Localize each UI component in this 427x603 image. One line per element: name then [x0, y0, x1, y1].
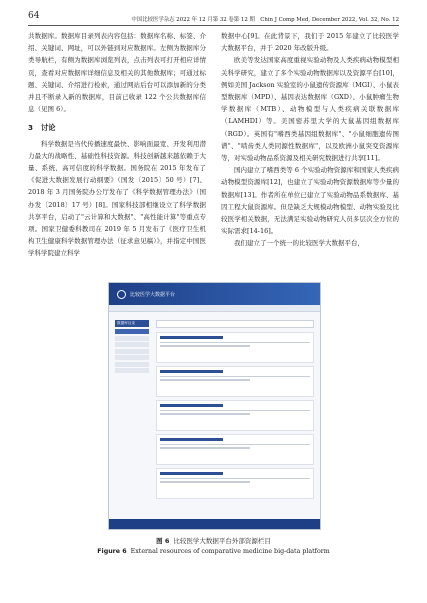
section-number: 3	[28, 123, 34, 133]
database-list	[156, 320, 314, 502]
sidebar-item	[115, 342, 149, 347]
list-item	[156, 468, 314, 499]
paragraph: 数据中心[9]。在此背景下，我们于 2015 年建立了比较医学大数据平台，并于 2020 年改版升级。	[221, 32, 399, 53]
sidebar-item	[115, 362, 149, 367]
left-column	[28, 30, 206, 260]
right-column	[221, 30, 399, 250]
logo-icon	[117, 290, 126, 299]
platform-banner	[109, 283, 320, 305]
list-item	[156, 332, 314, 363]
category-sidebar	[115, 320, 149, 502]
running-header	[28, 11, 399, 26]
figure-caption-en	[28, 548, 399, 555]
paragraph: 共数据库。数据库目录列表内容包括：数据库名称、标签、介绍、关键词、网址，可以外链到对应数据库。左侧为数据库分类导航栏，有侧为数据库浏览列表，点击列表可打开相应详情页，查看对应数据库详细信息及相关的其他数据库；可通过标题、关键词、介绍进行检索，通过网站后台可以添加新的分类并且不断录入新的数据库，目前已收录 122 个公共数据库信息（见图 6）。	[28, 32, 206, 114]
journal-citation: 中国比较医学杂志 2022 年 12 月第 32 卷第 12 期 Chin J Comp Med, December 2022, Vol. 32, No. 12	[131, 17, 399, 23]
paragraph: 科学数据是当代传播速度最快、影响面最宽、开发利用潜力最大的战略性、基础性科技资源。科技创新越来越依赖于大量、系统、高可信度的科学数据。国务院在 2015 年发布了《促进大数据发展行动纲要》（国发〔2015〕50 号）[7]、2018 年 3 月国务院办公厅发布了《科学数据管理办法》（国办发〔2018〕17 号）[8]。国家科技部相继设立了科学数据共享平台，启动了"云计算和大数据"、"高性能计算"等重点专项。国家卫健委科教司在 2019 年 5 月发布了《医疗卫生机构卫生健康科学数据管理办法（征求意见稿）》，并指定中国医学科学院建立科学	[28, 139, 206, 258]
paragraph: 我们建立了一个统一的比较医学大数据平台，	[234, 239, 364, 248]
list-item	[156, 434, 314, 465]
paragraph: 欧美等发达国家高度重视实验动物及人类疾病动物模型相关科学研究，建立了多个实验动物数据库以及资源平台[10]，例如美国 Jackson 实验室的小鼠遗传资源库（MGI）、小鼠表型数据库（MPD）、基因表达数据库（GXD）、小鼠肿瘤生物学数据库（MTB）、动物模型与人类疾病关联数据库（LAMHDI）等。美国密苏里大学的大鼠基因组数据库（RGD）。英国有"嗜西类基因组数据库"、"小鼠细胞遗传图谱"、"啮齿类人类同源性数据库"，以及欧洲小鼠突变资源库等，对实验动物品系资源及相关研究数据进行共享[11]。	[221, 56, 399, 163]
figure-screenshot	[108, 282, 321, 530]
page-number: 64	[28, 11, 40, 21]
sidebar-item	[115, 336, 149, 341]
figure-caption-zh	[28, 536, 399, 545]
sidebar-heading: 数据库目录	[115, 320, 149, 327]
caption-label: Figure 6	[97, 548, 127, 555]
section-title: 讨论	[41, 123, 56, 133]
list-item	[156, 400, 314, 431]
footer-band	[109, 519, 320, 529]
banner-title: 比较医学大数据平台	[130, 291, 176, 298]
section-heading	[28, 122, 206, 134]
nav-bar	[109, 305, 320, 312]
paragraph: 国内建立了嗜西类等 6 个实验动物资源库和国家人类疾病动物模型资源库[12]，也建立了实验动物资源数据库等少量的数据库[13]。作者所在单位已建立了实验动物品系数据库、基因工程大鼠资源库。但是缺乏大规模动物模型、动物实验及比较医学相关数据，无法满足实验动物研究人员多层次全方位的实际需求[14-16]。	[221, 166, 399, 236]
caption-text: External resources of comparative medicine big-data platform	[130, 548, 330, 555]
sidebar-item	[115, 329, 149, 334]
sidebar-item	[115, 355, 149, 360]
list-item	[156, 366, 314, 397]
search-bar	[156, 320, 314, 328]
caption-text: 比较医学大数据平台外部资源栏目	[173, 537, 271, 545]
caption-label: 图 6	[156, 537, 170, 545]
sidebar-item	[115, 368, 149, 373]
sidebar-item	[115, 349, 149, 354]
